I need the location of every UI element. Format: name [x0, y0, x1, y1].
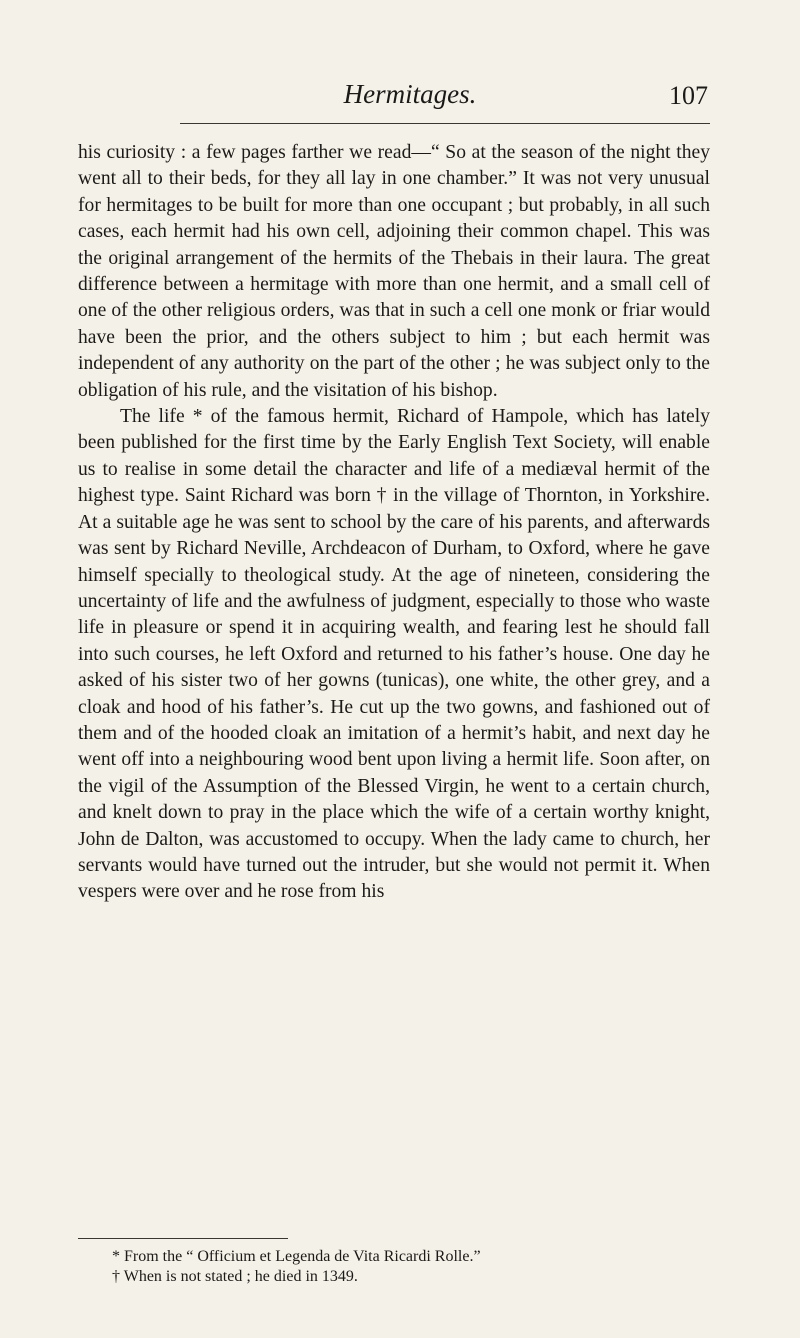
footnote-asterisk: * From the “ Officium et Legenda de Vita Ricardi Rolle.”	[112, 1248, 481, 1265]
body-text	[78, 140, 710, 906]
header-rule	[180, 123, 710, 124]
footnotes	[112, 1247, 712, 1287]
running-title: Hermitages.	[343, 79, 477, 109]
footnote-rule	[78, 1238, 288, 1239]
footnote-dagger: † When is not stated ; he died in 1349.	[112, 1268, 358, 1285]
running-head	[0, 76, 800, 116]
page-number: 107	[669, 81, 708, 110]
paragraph-richard-of-hampole: The life * of the famous hermit, Richard of Hampole, which has lately been published for the first time by the Early English Text Society, will enable us to realise in some detail the character and life of a mediæval hermit of the highest type. Saint Richard was born † in the village of Thornton, in Yorkshire. At a suitable age he was sent to school by the care of his parents, and afterwards was sent by Richard Neville, Archdeacon of Durham, to Oxford, where he gave himself specially to theological study. At the age of nineteen, considering the uncertainty of life and the awfulness of judgment, especially to those who waste life in pleasure or spend it in acquiring wealth, and fearing lest he should fall into such courses, he left Oxford and returned to his father’s house. One day he asked of his sister two of her gowns (tunicas), one white, the other grey, and a cloak and hood of his father’s. He cut up the two gowns, and fashioned out of them and of the hooded cloak an imitation of a hermit’s habit, and next day he went off into a neighbouring wood bent upon living a hermit life. Soon after, on the vigil of the Assumption of the Blessed Virgin, he went to a certain church, and knelt down to pray in the place which the wife of a certain worthy knight, John de Dalton, was accustomed to occupy. When the lady came to church, her servants would have turned out the intruder, but she would not permit it. When vespers were over and he rose from his	[78, 406, 710, 903]
paragraph-continuation: his curiosity : a few pages farther we read—“ So at the season of the night they went all to their beds, for they all lay in one chamber.” It was not very unusual for hermitages to be built for more than one occupant ; but probably, in all such cases, each hermit had his own cell, adjoining their common chapel. This was the original arrangement of the hermits of the Thebais in their laura. The great difference between a hermitage with more than one hermit, and a small cell of one of the other religious orders, was that in such a cell one monk or friar would have been the prior, and the others subject to him ; but each hermit was independent of any authority on the part of the other ; he was subject only to the obligation of his rule, and the visitation of his bishop.	[78, 142, 710, 401]
